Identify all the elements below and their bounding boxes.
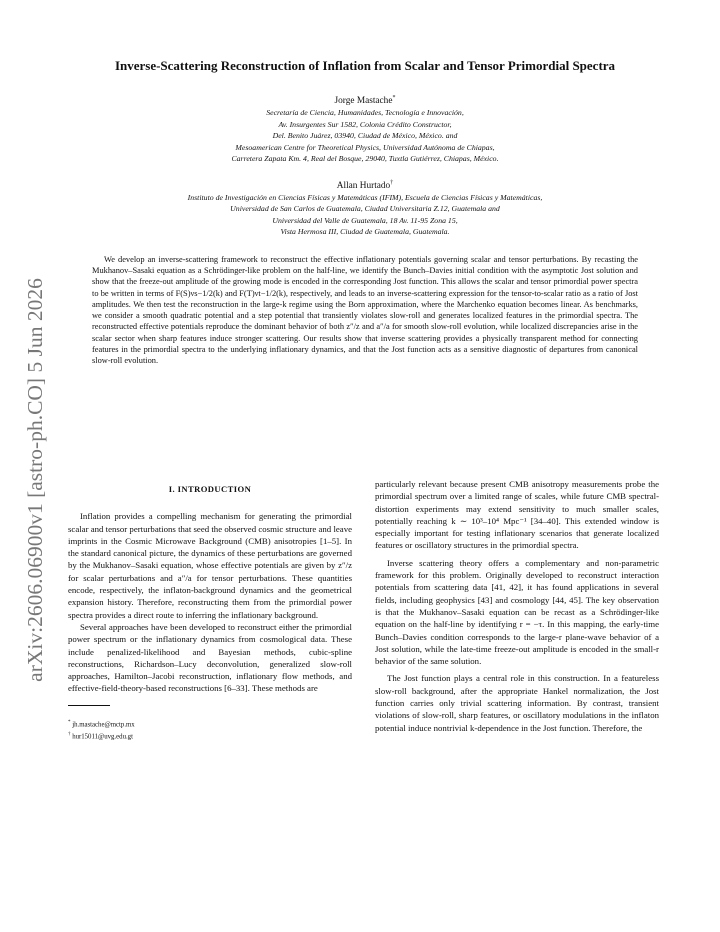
- footnote-1: * jh.mastache@mctp.mx: [68, 719, 135, 729]
- author-2-affiliation: Instituto de Investigación en Ciencias Físicas y Matemáticas (IFIM), Escuela de Ciencias Físicas y Matemáticas, Universidad de San Carlos de Guatemala, Ciudad Universitaria Z.12, Guatemala and Universidad del Valle de Guatemala, 18 Av. 11-95 Zona 15, Vista Hermosa III, Ciudad de Guatemala, Guatemala.: [187, 192, 543, 237]
- paper-header: [60, 58, 670, 367]
- footnote-2: † hur15011@uvg.edu.gt: [68, 731, 133, 740]
- author-2-name: Allan Hurtado†: [336, 179, 394, 191]
- paragraph: The Jost function plays a central role in this construction. In a featureless slow-roll background, after the appropriate Hankel normalization, the Jost function carries only trivial scattering information. By contrast, transient violations of slow-roll, sharp features, or oscillatory modulations in the inflaton potential induce nontrivial k-dependence in the Jost function. Therefore, the: [375, 673, 659, 733]
- paragraph: Inflation provides a compelling mechanism for generating the primordial scalar and tensor perturbations that seed the observed cosmic structure and leave imprints in the Cosmic Microwave Background (CMB) anisotropies [1–5]. In the standard canonical picture, the dynamics of these perturbations are governed by the Mukhanov–Sasaki equation, whose effective potentials are given by z″/z for scalar perturbations and a″/a for tensor perturbations. These quantities encode, respectively, the inflaton-background dynamics and the geometrical expansion history. Therefore, reconstructing them from the primordial power spectra provides a direct route to inferring the inflationary background.: [68, 511, 352, 620]
- author-1-name: Jorge Mastache*: [334, 95, 396, 107]
- left-column: [68, 478, 352, 741]
- author-1-affiliation: Secretaría de Ciencia, Humanidades, Tecnología e Innovación, Av. Insurgentes Sur 1582, Colonia Crédito Constructor, Del. Benito Juárez, 03940, Ciudad de México, México. and Mesoamerican Centre for Theoretical Physics, Universidad Autónoma de Chiapas, Carretera Zapata Km. 4, Real del Bosque, 29040, Tuxtla Gutiérrez, Chiapas, México.: [231, 108, 499, 164]
- paragraph: Inverse scattering theory offers a complementary and non-parametric framework for this problem. Originally developed to reconstruct interaction potentials from scattering data [41, 42], it has found applications in several fields, including geophysics [43] and cosmology [44, 45]. The key observation is that the Mukhanov–Sasaki equation can be recast as a Schrödinger-like equation on the half-line by identifying r = −τ. In this mapping, the early-time Bunch–Davies condition corresponds to the large-r plane-wave behavior of a Jost solution, while the late-time freeze-out amplitude is encoded in the small-r behavior of the same solution.: [375, 557, 659, 667]
- arxiv-identifier-text: arXiv:2606.06900v1 [astro-ph.CO] 5 Jun 2026: [23, 278, 47, 682]
- footnote-rule: [68, 705, 110, 706]
- paragraph: particularly relevant because present CMB anisotropy measurements probe the primordial spectrum over a limited range of scales, while future CMB spectral-distortion experiments may extend sensitivity to much smaller scales, potentially reaching k ∼ 10³–10⁴ Mpc⁻¹ [34–40]. This extended window is especially important for testing inflationary scenarios that generate localized features or oscillatory structures in the primordial spectra.: [375, 479, 659, 551]
- arxiv-identifier-stamp: [22, 190, 48, 770]
- paragraph: Several approaches have been developed to reconstruct either the primordial power spectrum or the inflationary dynamics from cosmological data. These include penalized-likelihood and Bayesian methods, cubic-spline reconstructions, Richardson–Lucy deconvolution, generalized slow-roll approaches, Hamilton–Jacobi reconstruction, inflationary flow methods, and effective-field-theory-based reconstructions [6–33]. These methods are: [68, 621, 352, 694]
- right-column: [375, 478, 659, 734]
- paper-title: Inverse-Scattering Reconstruction of Inflation from Scalar and Tensor Primordial Spectra: [114, 58, 616, 73]
- abstract: We develop an inverse-scattering framework to reconstruct the effective inflationary potentials governing scalar and tensor perturbations. By recasting the Mukhanov–Sasaki equation as a Schrödinger-like problem on the half-line, we identify the Bunch–Davies initial condition with the asymptotic Jost solution and show that the freeze-out amplitude of the growing mode is encoded in the corresponding Jost function. This allows the scalar and tensor primordial power spectra to be written in terms of F(S)νs−1/2(k) and F(T)νt−1/2(k), respectively, and leads to an inverse-scattering expression for the tensor-to-scalar ratio as a ratio of Jost amplitudes. We then test the reconstruction in the large-k regime using the Born approximation, where the Marchenko equation becomes linear. As benchmarks, we consider a smooth quadratic potential and a step potential that transiently violates slow-roll and generates localized features in the primordial spectra. The reconstructed effective potentials reproduce the dominant behavior of both z″/z and a″/a for smooth slow-roll evolution, while localized discrepancies arise in the scalar sector when sharp features induce stronger scattering. Our results show that inverse scattering provides a physically transparent method for connecting features in the primordial spectra to the underlying inflationary dynamics, and that the Jost function acts as a sensitive diagnostic of departures from canonical slow-roll evolution.: [92, 254, 638, 366]
- section-heading: I. INTRODUCTION: [168, 484, 252, 494]
